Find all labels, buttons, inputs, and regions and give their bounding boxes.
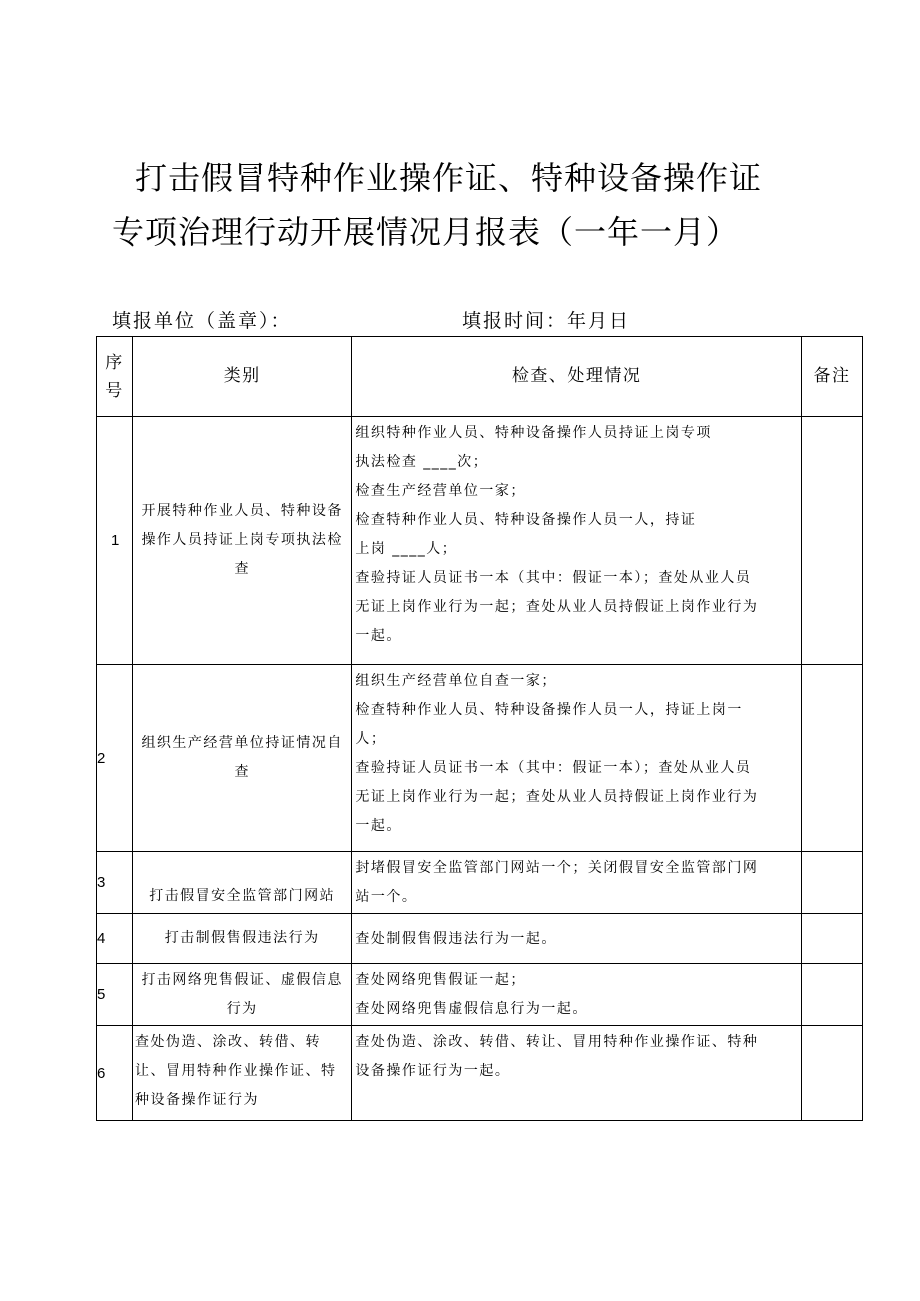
title-line-2: 专项治理行动开展情况月报表（一年一月） — [112, 213, 740, 251]
row-category: 打击网络兜售假证、虚假信息行为 — [133, 964, 352, 1026]
detail-line: 查处制假售假违法行为一起。 — [355, 931, 557, 947]
detail-line: 执法检查 ____次； — [355, 454, 489, 470]
detail-line: 无证上岗作业行为一起；查处从业人员持假证上岗作业行为 — [355, 599, 759, 615]
table-row — [97, 417, 863, 665]
row-category: 打击制假售假违法行为 — [133, 914, 352, 964]
table-row — [97, 1026, 863, 1121]
reporting-time-label: 填报时间：年月日 — [462, 310, 631, 332]
title-line-1: 打击假冒特种作业操作证、特种设备操作证 — [135, 159, 763, 197]
table-row — [97, 852, 863, 914]
row-no: 3 — [97, 852, 133, 914]
row-no: 6 — [97, 1026, 133, 1121]
header-no — [97, 337, 133, 417]
row-remarks — [801, 1026, 862, 1121]
detail-line: 检查特种作业人员、特种设备操作人员一人，持证 — [355, 512, 697, 528]
header-no-line-1: 序 — [105, 352, 124, 373]
row-remarks — [801, 964, 862, 1026]
table-row — [97, 964, 863, 1026]
detail-line: 人； — [355, 731, 387, 747]
detail-line: 一起。 — [355, 628, 402, 644]
row-details — [352, 1026, 802, 1121]
detail-line: 组织特种作业人员、特种设备操作人员持证上岗专项 — [355, 425, 712, 441]
detail-line: 检查生产经营单位一家； — [355, 483, 526, 499]
row-category: 查处伪造、涂改、转借、转让、冒用特种作业操作证、特种设备操作证行为 — [133, 1026, 352, 1121]
detail-line: 查验持证人员证书一本（其中：假证一本）；查处从业人员 — [355, 760, 752, 776]
row-details — [352, 665, 802, 852]
header-no-line-2: 号 — [105, 380, 124, 401]
report-table — [96, 336, 863, 1121]
row-category: 组织生产经营单位持证情况自查 — [133, 665, 352, 852]
table-header-row — [97, 337, 863, 417]
reporting-unit-label: 填报单位（盖章）： — [112, 310, 292, 332]
row-no: 2 — [97, 665, 133, 852]
row-details — [352, 417, 802, 665]
detail-line: 查处网络兜售假证一起； — [355, 972, 526, 988]
detail-line: 封堵假冒安全监管部门网站一个；关闭假冒安全监管部门网 — [355, 860, 759, 876]
detail-line: 查验持证人员证书一本（其中：假证一本）；查处从业人员 — [355, 570, 752, 586]
row-details — [352, 914, 802, 964]
row-remarks — [801, 914, 862, 964]
detail-line: 设备操作证行为一起。 — [355, 1063, 511, 1079]
header-remarks: 备注 — [801, 337, 862, 417]
detail-line: 检查特种作业人员、特种设备操作人员一人，持证上岗一 — [355, 702, 743, 718]
row-remarks — [801, 417, 862, 665]
table-row — [97, 914, 863, 964]
row-category: 打击假冒安全监管部门网站 — [133, 852, 352, 914]
row-remarks — [801, 665, 862, 852]
table-row — [97, 665, 863, 852]
header-category: 类别 — [133, 337, 352, 417]
row-category: 开展特种作业人员、特种设备操作人员持证上岗专项执法检查 — [133, 417, 352, 665]
header-details: 检查、处理情况 — [352, 337, 802, 417]
row-no: 5 — [97, 964, 133, 1026]
row-details — [352, 852, 802, 914]
detail-line: 组织生产经营单位自查一家； — [355, 673, 557, 689]
row-details — [352, 964, 802, 1026]
detail-line: 查处伪造、涂改、转借、转让、冒用特种作业操作证、特种 — [355, 1034, 759, 1050]
detail-line: 上岗 ____人； — [355, 541, 458, 557]
detail-line: 查处网络兜售虚假信息行为一起。 — [355, 1001, 588, 1017]
row-no: 1 — [97, 417, 133, 665]
row-remarks — [801, 852, 862, 914]
detail-line: 站一个。 — [355, 889, 418, 905]
row-no: 4 — [97, 914, 133, 964]
detail-line: 无证上岗作业行为一起；查处从业人员持假证上岗作业行为 — [355, 789, 759, 805]
detail-line: 一起。 — [355, 818, 402, 834]
